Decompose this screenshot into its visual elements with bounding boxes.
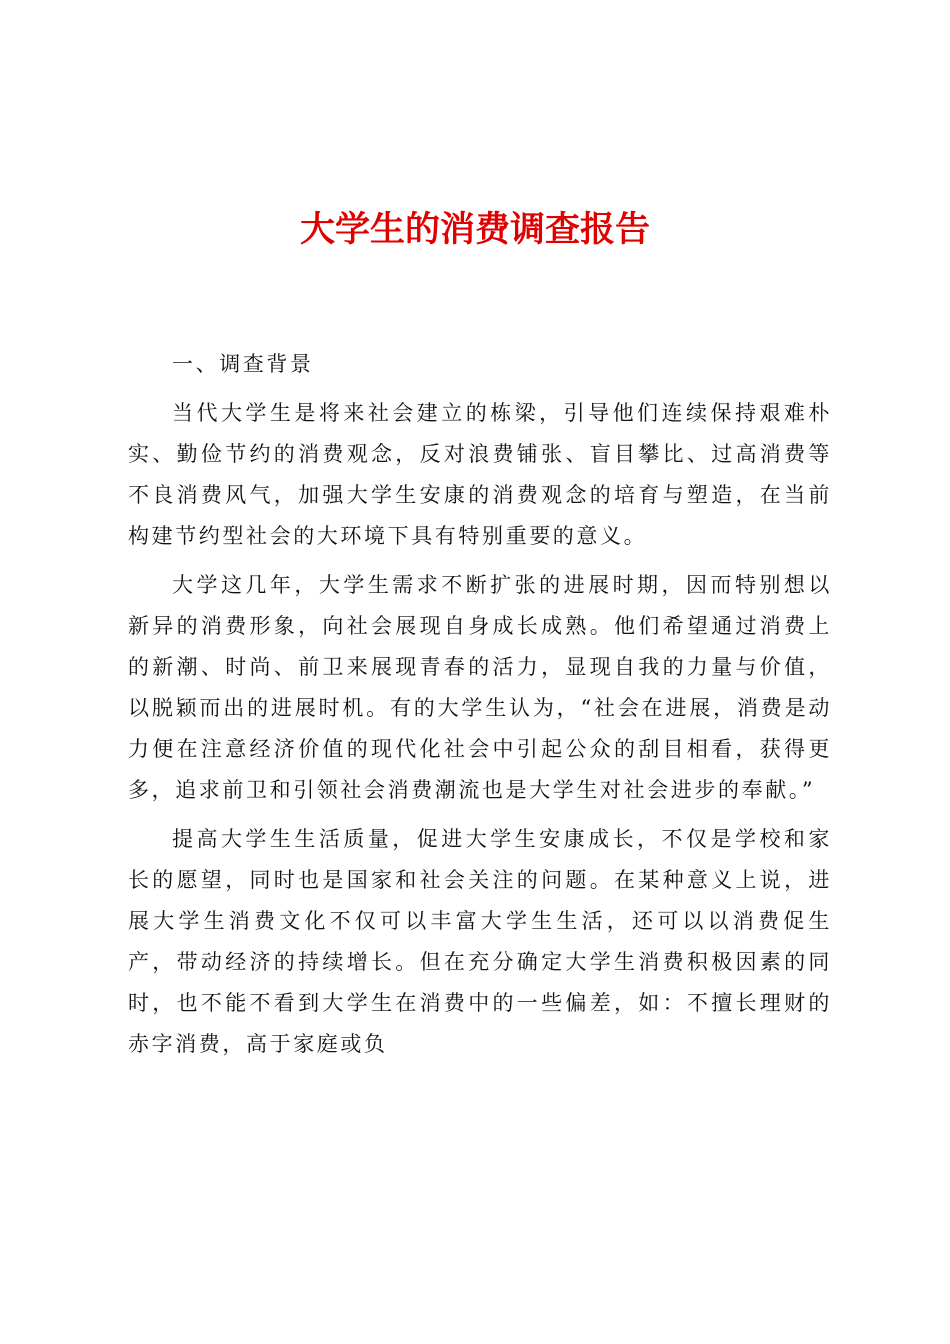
document-title: 大学生的消费调查报告 bbox=[299, 209, 650, 250]
paragraph-2: 大学这几年，大学生需求不断扩张的进展时期，因而特别想以新异的消费形象，向社会展现自身成长成熟。他们希望通过消费上的新潮、时尚、前卫来展现青春的活力，显现自我的力量与价值，以脱颖而出的进展时机。有的大学生认为，“社会在进展，消费是动力便在注意经济价值的现代化社会中引起公众的刮目相看，获得更多，追求前卫和引领社会消费潮流也是大学生对社会进步的奉献。” bbox=[128, 573, 832, 802]
section-heading: 一、调查背景 bbox=[172, 352, 314, 376]
document-body bbox=[128, 344, 832, 1065]
paragraph-1: 当代大学生是将来社会建立的栋梁，引导他们连续保持艰难朴实、勤俭节约的消费观念，反对浪费铺张、盲目攀比、过高消费等不良消费风气，加强大学生安康的消费观念的培育与塑造，在当前构建节约型社会的大环境下具有特别重要的意义。 bbox=[128, 401, 832, 548]
paragraph-3: 提高大学生生活质量，促进大学生安康成长，不仅是学校和家长的愿望，同时也是国家和社会关注的问题。在某种意义上说，进展大学生消费文化不仅可以丰富大学生生活，还可以以消费促生产，带动经济的持续增长。但在充分确定大学生消费积极因素的同时，也不能不看到大学生在消费中的一些偏差，如：不擅长理财的赤字消费，高于家庭或负 bbox=[128, 827, 832, 1056]
